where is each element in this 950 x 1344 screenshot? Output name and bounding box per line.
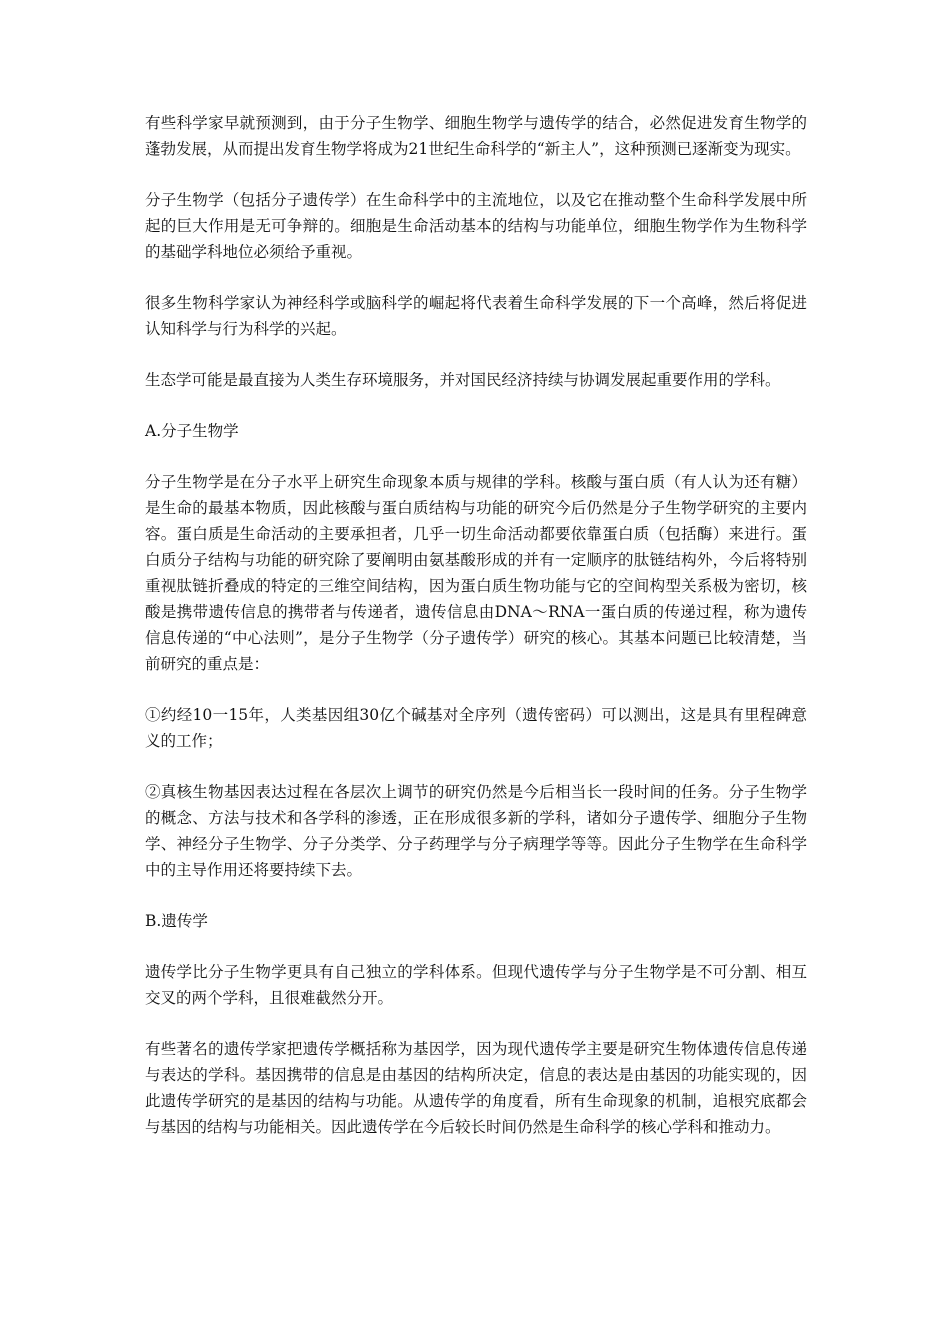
paragraph-point-2: ②真核生物基因表达过程在各层次上调节的研究仍然是今后相当长一段时间的任务。分子生物学的概念、方法与技术和各学科的渗透，正在形成很多新的学科，诸如分子遗传学、细胞分子生物学、神经分子生物学、分子分类学、分子药理学与分子病理学等等。因此分子生物学在生命科学中的主导作用还将要持续下去。 <box>145 783 807 879</box>
paragraph-point-1: ①约经10一15年，人类基因组30亿个碱基对全序列（遗传密码）可以测出，这是具有里程碑意义的工作； <box>145 706 807 750</box>
paragraph-neuroscience: 很多生物科学家认为神经科学或脑科学的崛起将代表着生命科学发展的下一个高峰，然后将促进认知科学与行为科学的兴起。 <box>145 294 807 338</box>
paragraph-ecology: 生态学可能是最直接为人类生存环境服务，并对国民经济持续与协调发展起重要作用的学科。 <box>145 371 781 389</box>
paragraph-intro-development: 有些科学家早就预测到，由于分子生物学、细胞生物学与遗传学的结合，必然促进发育生物学的蓬勃发展，从而提出发育生物学将成为21世纪生命科学的“新主人”，这种预测已逐渐变为现实。 <box>145 114 807 158</box>
paragraph-molecular-biology: 分子生物学是在分子水平上研究生命现象本质与规律的学科。核酸与蛋白质（有人认为还有糖）是生命的最基本物质，因此核酸与蛋白质结构与功能的研究今后仍然是分子生物学研究的主要内容。蛋白质是生命活动的主要承担者，几乎一切生命活动都要依靠蛋白质（包括酶）来进行。蛋白质分子结构与功能的研究除了要阐明由氨基酸形成的并有一定顺序的肽链结构外，今后将特别重视肽链折叠成的特定的三维空间结构，因为蛋白质生物功能与它的空间构型关系极为密切，核酸是携带遗传信息的携带者与传递者，遗传信息由DNA～RNA一蛋白质的传递过程，称为遗传信息传递的“中心法则”，是分子生物学（分子遗传学）研究的核心。其基本问题已比较清楚，当前研究的重点是： <box>145 473 807 673</box>
paragraph-genetics-1: 遗传学比分子生物学更具有自己独立的学科体系。但现代遗传学与分子生物学是不可分割、相互交叉的两个学科，且很难截然分开。 <box>145 963 807 1007</box>
section-heading-molecular-biology: A.分子生物学 <box>145 422 239 440</box>
paragraph-genetics-2: 有些著名的遗传学家把遗传学概括称为基因学，因为现代遗传学主要是研究生物体遗传信息传递与表达的学科。基因携带的信息是由基因的结构所决定，信息的表达是由基因的功能实现的，因此遗传学研究的是基因的结构与功能。从遗传学的角度看，所有生命现象的机制，追根究底都会与基因的结构与功能相关。因此遗传学在今后较长时间仍然是生命科学的核心学科和推动力。 <box>145 1040 807 1136</box>
document-page <box>145 110 807 1165</box>
section-heading-genetics: B.遗传学 <box>145 912 208 930</box>
paragraph-molecular-cell: 分子生物学（包括分子遗传学）在生命科学中的主流地位，以及它在推动整个生命科学发展中所起的巨大作用是无可争辩的。细胞是生命活动基本的结构与功能单位，细胞生物学作为生物科学的基础学科地位必须给予重视。 <box>145 191 807 261</box>
